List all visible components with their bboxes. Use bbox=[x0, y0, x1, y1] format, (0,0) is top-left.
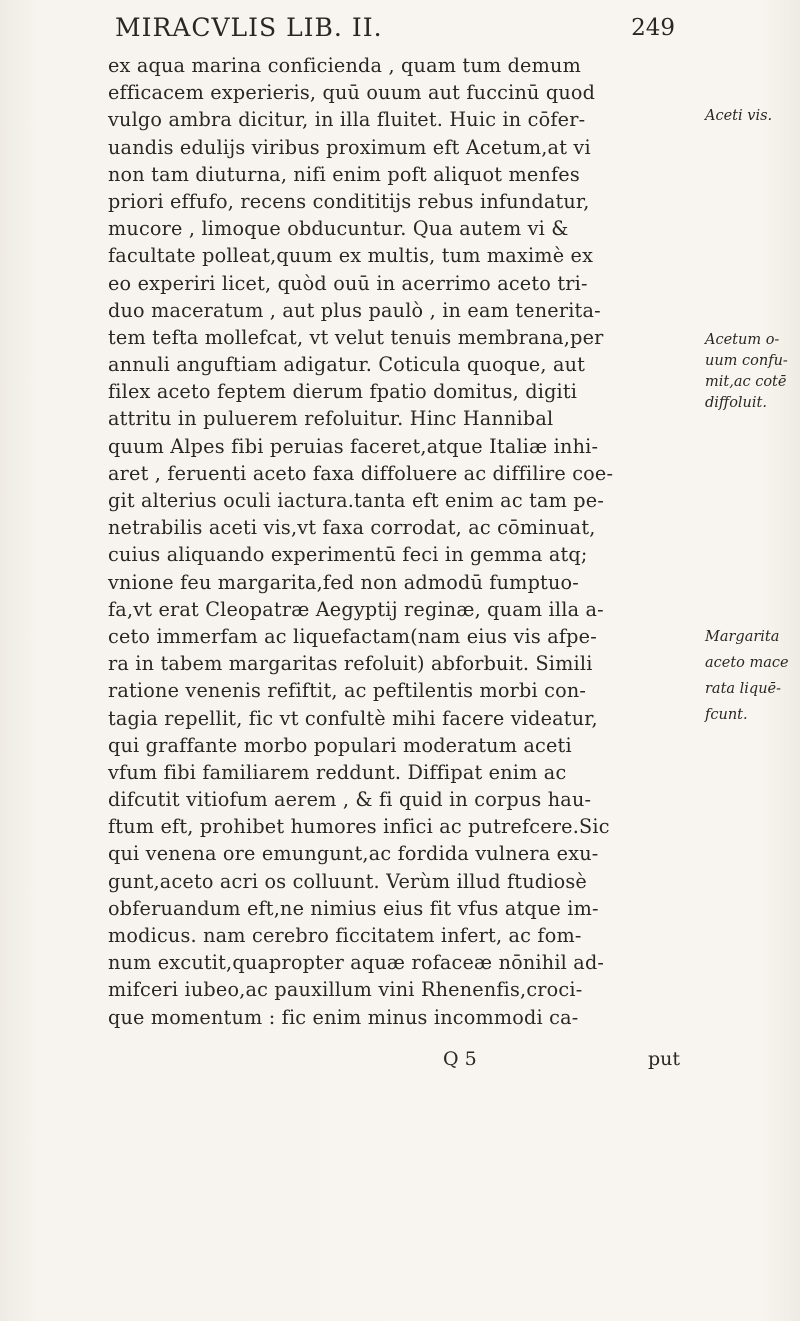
text-line: priori effufo, recens condititijs rebus infundatur, bbox=[108, 189, 590, 213]
text-line: attritu in puluerem refoluitur. Hinc Hannibal bbox=[108, 407, 554, 431]
text-line: ex aqua marina conficienda , quam tum demum bbox=[108, 54, 581, 77]
text-line: ratione venenis refiftit, ac peftilentis morbi con- bbox=[108, 679, 587, 703]
text-line: netrabilis aceti vis,vt faxa corrodat, ac cōminuat, bbox=[108, 516, 596, 540]
text-line: annuli anguftiam adigatur. Coticula quoque, aut bbox=[108, 353, 586, 377]
margin-note-margarita: fcunt. bbox=[705, 707, 748, 723]
margin-note-acetum: uum confu- bbox=[705, 353, 788, 369]
margin-note-acetum: diffoluit. bbox=[705, 395, 767, 411]
text-line: facultate polleat,quum ex multis, tum maximè ex bbox=[108, 244, 594, 268]
text-line: mifceri iubeo,ac pauxillum vini Rhenenfis,croci- bbox=[108, 978, 583, 1002]
text-line: filex aceto feptem dierum fpatio domitus, digiti bbox=[108, 380, 578, 404]
page-footer bbox=[108, 1045, 708, 1075]
text-line: ftum eft, prohibet humores infici ac putrefcere.Sic bbox=[108, 815, 610, 839]
margin-note-acetum: mit,ac cotē bbox=[705, 374, 787, 390]
running-title: MIRACVLIS LIB. II. bbox=[115, 13, 383, 42]
text-line: aret , feruenti aceto faxa diffoluere ac diffilire coe- bbox=[108, 461, 614, 485]
text-line: num excutit,quapropter aquæ rofaceæ nōnihil ad- bbox=[108, 951, 605, 975]
text-line: que momentum : fic enim minus incommodi ca- bbox=[108, 1005, 579, 1029]
text-line: modicus. nam cerebro ficcitatem infert, ac fom- bbox=[108, 924, 582, 947]
text-line: vfum fibi familiarem reddunt. Diffipat enim ac bbox=[108, 760, 567, 784]
text-line: vnione feu margarita,fed non admodū fumptuo- bbox=[108, 570, 579, 594]
text-line: obferuandum eft,ne nimius eius fit vfus atque im- bbox=[108, 896, 599, 920]
signature-mark: Q 5 bbox=[443, 1048, 477, 1070]
text-line: qui graffante morbo populari moderatum aceti bbox=[108, 733, 572, 757]
margin-note-acetum: Acetum o- bbox=[705, 332, 780, 348]
text-line: git alterius oculi iactura.tanta eft enim ac tam pe- bbox=[108, 489, 605, 512]
text-line: ra in tabem margaritas refoluit) abforbuit. Simili bbox=[108, 652, 593, 676]
page-number: 249 bbox=[631, 15, 675, 41]
text-line: eo experiri licet, quòd ouū in acerrimo aceto tri- bbox=[108, 271, 588, 295]
margin-note-aceti: Aceti vis. bbox=[705, 108, 773, 124]
text-line: fa,vt erat Cleopatræ Aegyptij reginæ, quam illa a- bbox=[108, 597, 604, 621]
text-line: gunt,aceto acri os colluunt. Verùm illud ftudiosè bbox=[108, 869, 587, 893]
text-line: efficacem experieris, quū ouum aut fuccinū quod bbox=[108, 81, 596, 105]
text-line: non tam diuturna, nifi enim poft aliquot menfes bbox=[108, 162, 580, 186]
text-line: duo maceratum , aut plus paulò , in eam tenerita- bbox=[108, 298, 601, 322]
margin-note-margarita: Margarita bbox=[705, 629, 780, 645]
text-line: difcutit vitiofum aerem , & fi quid in corpus hau- bbox=[108, 788, 592, 812]
text-line: ceto immerfam ac liquefactam(nam eius vis afpe- bbox=[108, 624, 597, 648]
body-text bbox=[108, 52, 708, 1031]
text-line: tem tefta mollefcat, vt velut tenuis membrana,per bbox=[108, 325, 604, 349]
text-line: mucore , limoque obducuntur. Qua autem vi & bbox=[108, 217, 569, 241]
text-line: uandis edulijs viribus proximum eft Acetum,at vi bbox=[108, 135, 591, 159]
margin-note-margarita: aceto mace bbox=[705, 655, 789, 671]
text-line: vulgo ambra dicitur, in illa fluitet. Huic in cōfer- bbox=[108, 108, 586, 132]
page-header bbox=[115, 10, 675, 46]
text-line: quum Alpes fibi peruias faceret,atque Italiæ inhi- bbox=[108, 434, 599, 458]
text-line: cuius aliquando experimentū feci in gemma atq; bbox=[108, 543, 588, 567]
margin-note-margarita: rata liquē- bbox=[705, 681, 782, 697]
text-line: tagia repellit, fic vt confultè mihi facere videatur, bbox=[108, 706, 598, 730]
catchword: put bbox=[648, 1048, 681, 1070]
text-line: qui venena ore emungunt,ac fordida vulnera exu- bbox=[108, 842, 599, 866]
